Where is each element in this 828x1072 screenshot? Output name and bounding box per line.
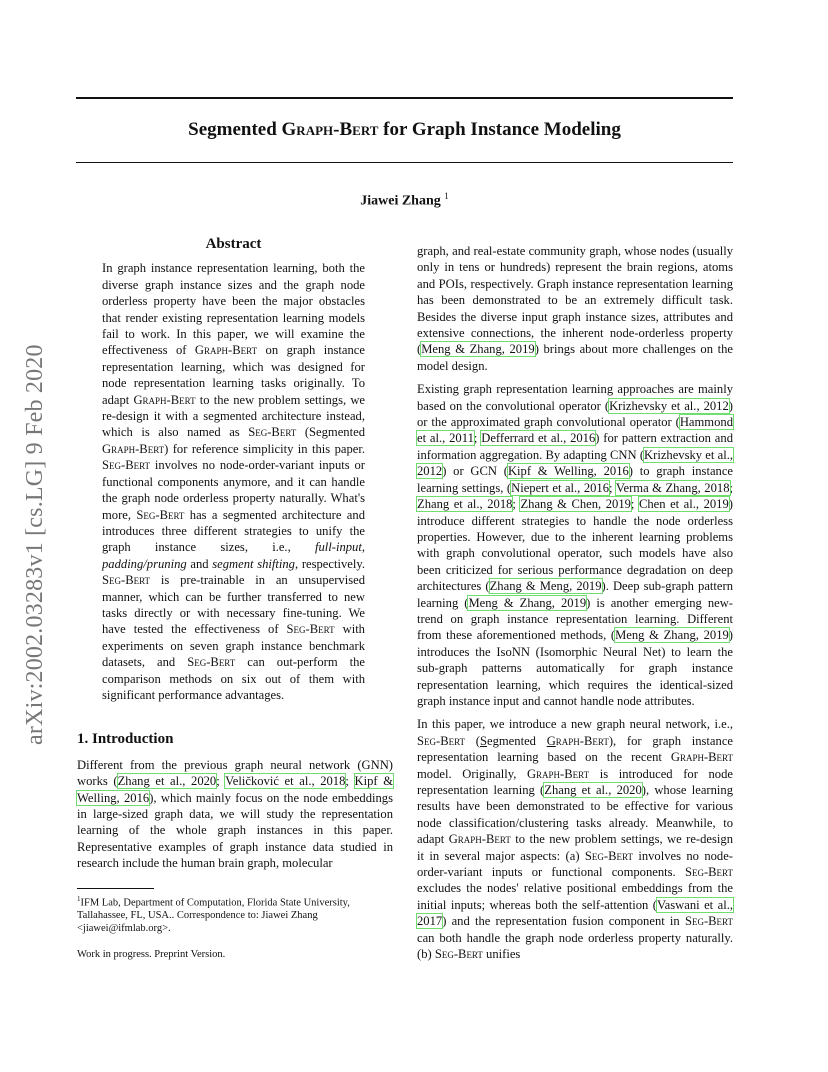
citation-link[interactable]: Kipf & Welling, 2016	[77, 774, 393, 805]
introduction-heading: 1. Introduction	[77, 731, 174, 748]
text-run: ,	[361, 540, 365, 555]
model-name: Seg-Bert	[248, 425, 297, 440]
citation-link[interactable]: Meng & Zhang, 2019	[468, 595, 587, 610]
title-part-4: Bert	[339, 119, 379, 140]
text-run: ) brings about more challenges on the model design.	[417, 342, 733, 373]
citation-link[interactable]: Meng & Zhang, 2019	[421, 342, 535, 357]
text-run: ) and the representation fusion component in	[442, 914, 685, 929]
footnote-mark: 1	[77, 894, 81, 903]
citation-link[interactable]: Veličković et al., 2018	[225, 774, 346, 789]
author-name: Jiawei Zhang	[360, 193, 441, 209]
text-run: S	[479, 733, 487, 748]
title-part-5: for Graph Instance Modeling	[378, 119, 621, 140]
citation-link[interactable]: Vaswani et al., 2017	[417, 897, 733, 929]
text-run: egmented	[487, 733, 547, 748]
introduction-paragraph	[77, 757, 393, 872]
abstract-block	[102, 236, 365, 703]
text-run: ), whose learning results have been demonstrated to be effective for various node classification/clustering tasks already. Meanwhile, to adapt	[417, 783, 733, 847]
text-run: graph, and real-estate community graph, whose nodes (usually only in tens or hundreds) represent the brain regions, atoms and POIs, respectively. Graph instance representation learning has been demonstrated to be an extremely difficult task. Besides the diverse input graph instance sizes, attributes and extensive connections, the inherent node-orderless property (	[417, 244, 733, 357]
citation-link[interactable]: Defferrard et al., 2016	[481, 431, 596, 446]
model-name: raph-Bert	[555, 733, 609, 748]
text-run: ) to graph instance learning settings, (	[417, 464, 734, 495]
text-run: ;	[345, 774, 355, 789]
citation-link[interactable]: Krizhevsky et al., 2012	[609, 398, 729, 413]
model-name: Seg-Bert	[417, 733, 466, 748]
text-run: ;	[473, 431, 482, 446]
emphasized-text: padding/pruning	[102, 556, 187, 571]
right-column	[417, 243, 733, 969]
text-run: involves no node-order-variant inputs or functional components.	[417, 848, 734, 880]
text-run: has a segmented architecture and introduces three different strategies to unify the graph instance sizes, i.e.,	[102, 507, 365, 555]
paper-title	[76, 119, 733, 141]
model-name: Seg-Bert	[584, 848, 633, 863]
right-paragraph-1	[417, 243, 733, 374]
footnote	[77, 893, 393, 936]
text-run: on graph instance representation learning, which was designed for node representation learning tasks originally. To adapt	[102, 343, 365, 407]
text-run: to the new problem settings, we re-design it in several major aspects: (a)	[417, 832, 734, 863]
emphasized-text: full-input	[314, 540, 362, 555]
citation-link[interactable]: Zhang & Chen, 2019	[520, 497, 631, 512]
text-run: excludes the nodes' relative positional embeddings from the initial inputs; whereas both the self-attention (	[417, 881, 733, 912]
text-run: Existing graph representation learning approaches are mainly based on the convolutional operator (	[417, 382, 733, 413]
model-name: Graph-Bert	[526, 766, 590, 781]
text-run: ), which mainly focus on the node embeddings in large-sized graph data, we will study the representation learning of the whole graph instances in this paper. Representative examples of graph instance data studied in research include the human brain graph, molecular	[77, 790, 394, 871]
model-name: Graph-Bert	[194, 343, 258, 358]
right-paragraph-3	[417, 716, 733, 962]
citation-link[interactable]: Hammond et al., 2011	[417, 415, 733, 446]
text-run: ). Deep sub-graph pattern learning (	[417, 579, 734, 610]
author-line	[76, 191, 733, 210]
text-run: Different from the previous graph neural network (GNN) works (	[77, 757, 393, 789]
abstract-heading: Abstract	[205, 236, 262, 252]
citation-link[interactable]: Verma & Zhang, 2018	[615, 480, 730, 495]
model-name: Graph-Bert	[448, 832, 511, 847]
arxiv-stamp-text: arXiv:2002.03283v1 [cs.LG] 9 Feb 2020	[22, 344, 48, 745]
text-run: and	[186, 556, 213, 571]
footnote-rule	[77, 888, 154, 889]
text-run: ) introduces the IsoNN (Isomorphic Neural Net) to learn the sub-graph patterns automatically for graph instance representation learning, which requires the identical-sized graph instance input and cannot handle node attributes.	[417, 628, 733, 708]
text-run: unifies	[482, 947, 521, 962]
text-run: In graph instance representation learning, both the diverse graph instance sizes and the graph node orderless property have been the major obstacles that render existing representation learning models fail to work. In this paper, we will examine the effectiveness of	[102, 261, 365, 358]
abstract-body	[102, 260, 365, 703]
text-run: is introduced for node representation learning (	[417, 766, 733, 797]
text-run: can out-perform the comparison methods on six out of them with significant performance advantages.	[102, 655, 366, 702]
text-run: (Segmented	[296, 425, 365, 440]
text-run: (	[465, 733, 480, 748]
citation-link[interactable]: Chen et al., 2019	[638, 497, 729, 512]
citation-link[interactable]: Zhang & Meng, 2019	[489, 579, 602, 594]
text-run: ), for graph instance representation learning based on the recent	[417, 733, 733, 765]
footnote-text: IFM Lab, Department of Computation, Florida State University, Tallahassee, FL, USA.. Correspondence to: Jiawei Zhang <jiawei@ifmlab.org>.	[77, 897, 350, 935]
citation-link[interactable]: Zhang et al., 2018	[417, 497, 513, 512]
model-name: Graph-Bert	[670, 750, 733, 765]
text-run: model. Originally,	[417, 766, 527, 781]
citation-link[interactable]: Meng & Zhang, 2019	[615, 628, 729, 643]
model-name: Seg-Bert	[286, 622, 335, 637]
text-run: ) or GCN (	[442, 464, 508, 479]
title-part-1: Segmented	[188, 119, 282, 140]
text-run: ) is another emerging new-trend on graph instance representation learning. Different from these aforementioned methods, (	[417, 595, 733, 643]
author-affiliation-mark: 1	[444, 191, 449, 201]
text-run: ) for reference simplicity in this paper.	[164, 441, 365, 456]
right-paragraph-2	[417, 381, 733, 709]
title-part-2: Graph	[281, 119, 334, 140]
citation-link[interactable]: Zhang et al., 2020	[117, 774, 217, 789]
text-run: ;	[216, 774, 226, 789]
citation-link[interactable]: Krizhevsky et al., 2012	[417, 447, 734, 479]
title-bottom-rule	[76, 162, 733, 163]
text-run: ;	[512, 497, 521, 512]
text-run: , respectively.	[294, 556, 365, 571]
text-run: to the new problem settings, we re-design it with a segmented architecture instead, which is also named as	[102, 392, 365, 440]
model-name: Seg-Bert	[102, 573, 151, 588]
model-name: Graph-Bert	[102, 441, 165, 456]
text-run: involves no node-order-variant inputs or functional components anymore, and it can handle the graph node orderless property naturally. What's more,	[102, 458, 365, 522]
model-name: Seg-Bert	[187, 655, 236, 670]
model-name: Seg-Bert	[684, 865, 733, 880]
left-column	[77, 236, 393, 964]
model-name: G	[546, 733, 556, 748]
model-name: Seg-Bert	[434, 947, 483, 962]
text-run: can both handle the graph node orderless property naturally. (b)	[417, 930, 733, 962]
text-run: ) introduce different strategies to handle the node orderless properties. However, due to the inherent learning problems with graph convolutional operator, such models have also been criticized for serious performance degradation on deep architectures (	[417, 497, 733, 594]
text-run: with experiments on seven graph instance benchmark datasets, and	[102, 622, 365, 670]
model-name: Seg-Bert	[102, 458, 151, 473]
title-top-rule	[76, 97, 733, 99]
model-name: Graph-Bert	[133, 392, 196, 407]
text-run: is pre-trainable in an unsupervised manner, which can be further transferred to new tasks directly or with necessary fine-tuning. We have tested the effectiveness of	[102, 573, 365, 637]
text-run: ;	[729, 480, 733, 495]
model-name: Seg-Bert	[136, 507, 185, 522]
model-name: Seg-Bert	[684, 914, 733, 929]
emphasized-text: segment shifting	[212, 556, 295, 571]
text-run: ;	[630, 497, 639, 512]
text-run: In this paper, we introduce a new graph neural network, i.e.,	[417, 717, 733, 732]
text-run: ) for pattern extraction and information aggregation. By adapting CNN (	[417, 431, 733, 462]
citation-link[interactable]: Kipf & Welling, 2016	[507, 464, 629, 479]
citation-link[interactable]: Niepert et al., 2016	[511, 480, 610, 495]
text-run: ) or the approximated graph convolutional operator (	[417, 398, 733, 430]
work-in-progress-note: Work in progress. Preprint Version.	[77, 949, 226, 961]
title-part-3: -	[333, 119, 340, 140]
text-run: ;	[609, 480, 616, 495]
citation-link[interactable]: Zhang et al., 2020	[544, 783, 642, 797]
